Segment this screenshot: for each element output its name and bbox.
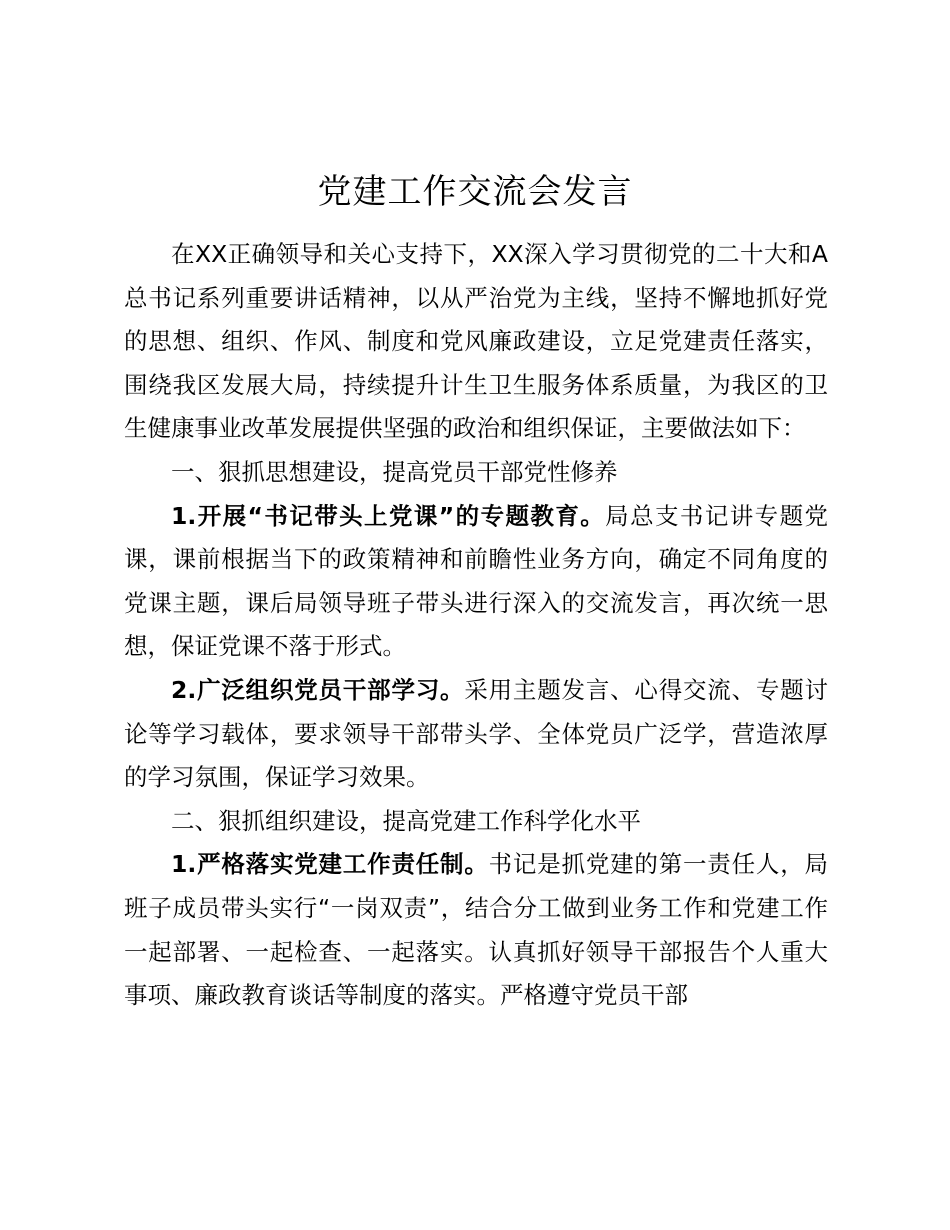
intro-paragraph	[124, 233, 828, 451]
heading-text: 二、狠抓组织建设，提高党建工作科学化水平	[171, 806, 641, 835]
item-lead: 2.广泛组织党员干部学习。	[171, 675, 465, 704]
paragraph-text: 书记是抓党建的第一责任人，局班子成员带头实行“一岗双责”，结合分工做到业务工作和党建工作一起部署、一起检查、一起落实。认真抓好领导干部报告个人重大事项、廉政教育谈话等制度的落实。严格遵守党员干部	[124, 850, 828, 1010]
section-heading-1	[124, 451, 828, 495]
heading-text: 一、狠抓思想建设，提高党员干部党性修养	[171, 457, 618, 486]
item-paragraph	[124, 843, 828, 1017]
paragraph-text: 采用主题发言、心得交流、专题讨论等学习载体，要求领导干部带头学、全体党员广泛学，营造浓厚的学习氛围，保证学习效果。	[124, 675, 828, 792]
document-title: 党建工作交流会发言	[317, 172, 633, 212]
item-paragraph	[124, 495, 828, 669]
document-body	[124, 233, 828, 1018]
item-paragraph	[124, 669, 828, 800]
item-lead: 1.开展“书记带头上党课”的专题教育。	[171, 501, 606, 530]
item-lead: 1.严格落实党建工作责任制。	[171, 850, 489, 879]
paragraph-text: 局总支书记讲专题党课，课前根据当下的政策精神和前瞻性业务方向，确定不同角度的党课主题，课后局领导班子带头进行深入的交流发言，再次统一思想，保证党课不落于形式。	[124, 501, 829, 661]
paragraph-text: 在XX正确领导和关心支持下，XX深入学习贯彻党的二十大和A总书记系列重要讲话精神，以从严治党为主线，坚持不懈地抓好党的思想、组织、作风、制度和党风廉政建设，立足党建责任落实，围绕我区发展大局，持续提升计生卫生服务体系质量，为我区的卫生健康事业改革发展提供坚强的政治和组织保证，主要做法如下：	[124, 240, 828, 443]
section-heading-2	[124, 800, 828, 844]
